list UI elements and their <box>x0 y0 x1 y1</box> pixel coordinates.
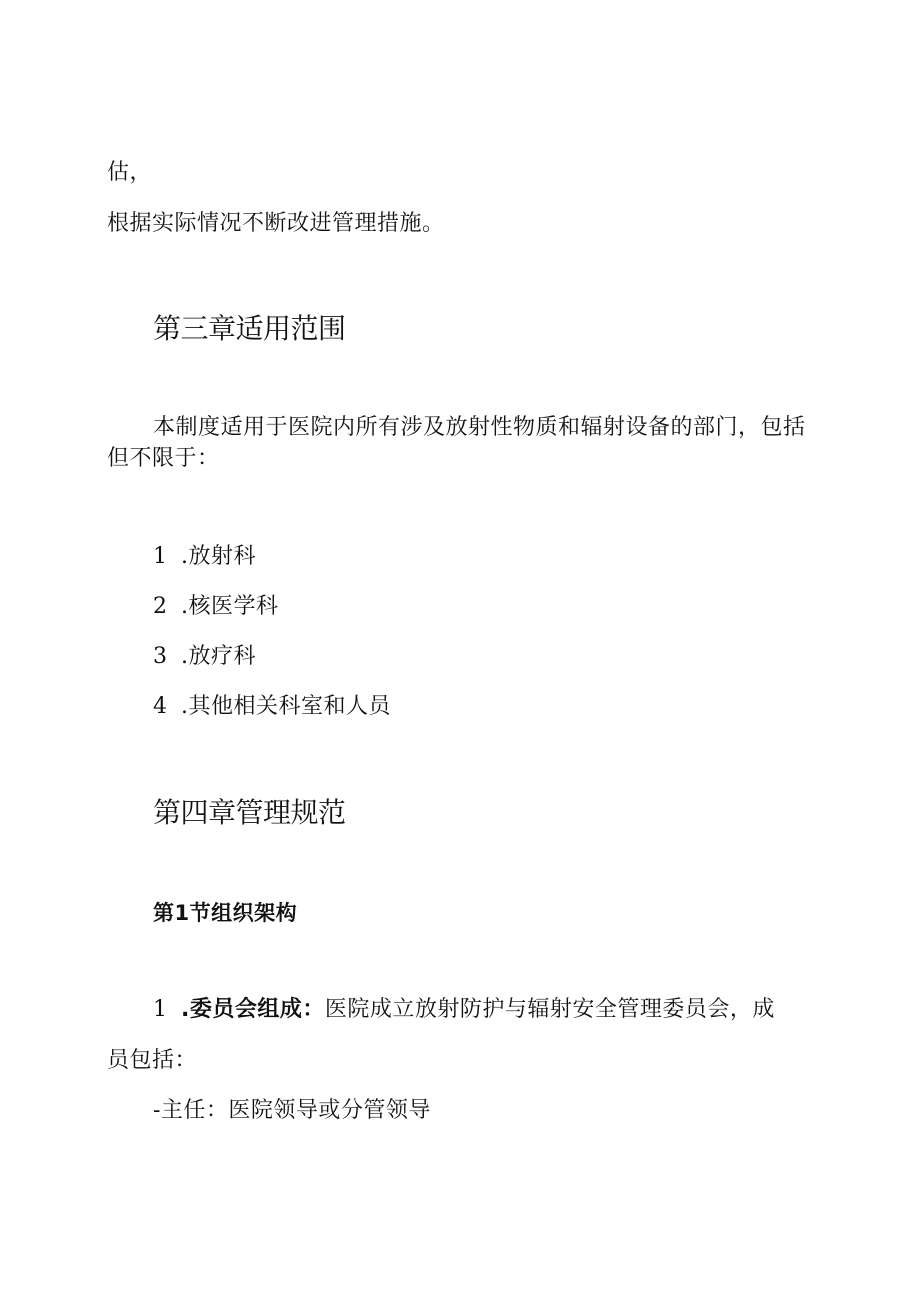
list-item-text: .放射科 <box>181 544 256 569</box>
chapter-4-title: 第四章管理规范 <box>153 796 346 829</box>
continuation-line-1: 估， <box>107 160 153 185</box>
section-1-item-1 <box>153 995 775 1025</box>
list-item-number: 2 <box>153 594 168 619</box>
list-item <box>153 542 256 572</box>
section-1-item-1-continuation: 员包括： <box>107 1048 198 1073</box>
list-item-number: 1 <box>153 544 168 569</box>
item-label: .委员会组成： <box>181 997 325 1022</box>
list-item-text: .核医学科 <box>181 594 279 619</box>
list-item-number: 3 <box>153 644 168 669</box>
list-item-text: .放疗科 <box>181 644 256 669</box>
item-text: 医院成立放射防护与辐射安全管理委员会，成 <box>324 997 775 1022</box>
chapter-3-intro-line-1: 本制度适用于医院内所有涉及放射性物质和辐射设备的部门，包括 <box>153 415 806 440</box>
chapter-3-intro-line-2: 但不限于： <box>107 446 220 471</box>
list-item <box>153 592 279 622</box>
list-item-number: 4 <box>153 694 168 719</box>
list-item <box>153 642 256 672</box>
list-item-text: .其他相关科室和人员 <box>181 694 391 719</box>
sub-item-director: -主任：医院领导或分管领导 <box>153 1098 431 1123</box>
continuation-line-2: 根据实际情况不断改进管理措施。 <box>107 211 445 236</box>
chapter-3-title: 第三章适用范围 <box>153 312 346 345</box>
list-item <box>153 692 391 722</box>
list-item-number: 1 <box>153 997 168 1022</box>
section-1-title: 第1节组织架构 <box>153 901 298 925</box>
